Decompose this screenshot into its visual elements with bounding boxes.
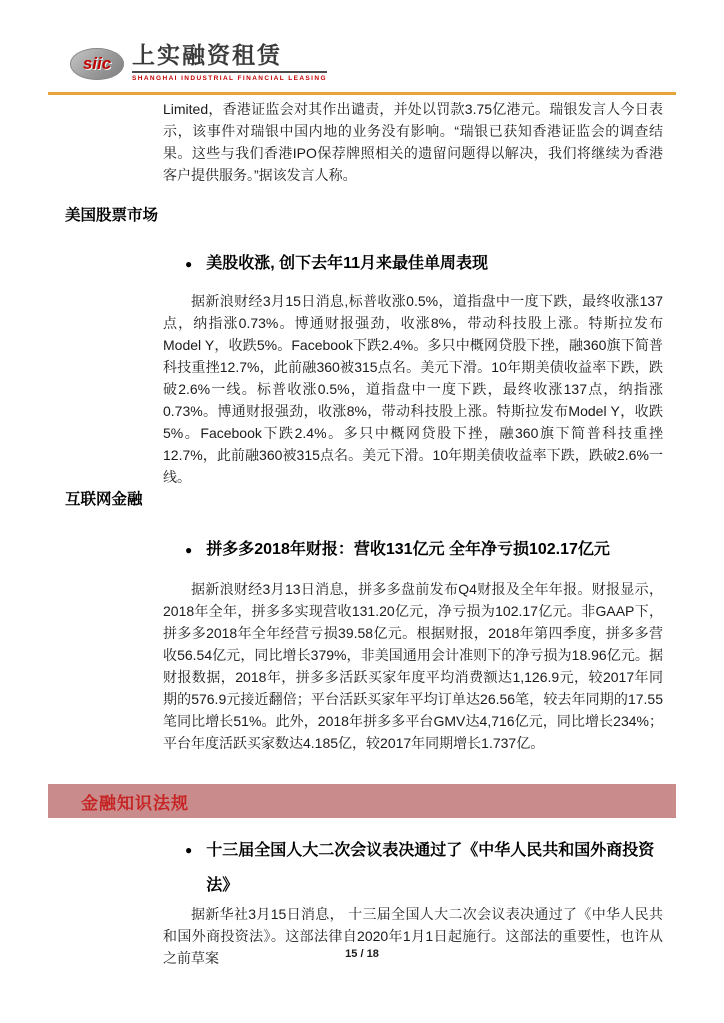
banner-label: 金融知识法规 — [81, 793, 189, 813]
header-rule — [48, 92, 676, 95]
intro-paragraph: Limited，香港证监会对其作出谴责，并处以罚款3.75亿港元。瑞银发言人今日表示，该事件对瑞银中国内地的业务没有影响。“瑞银已获知香港证监会的调查结果。这些与我们香港IPO保荐牌照相关的遗留问题得以解决，我们将继续为香港客户提供服务。”据该发言人称。 — [163, 101, 663, 183]
company-logo — [70, 42, 327, 82]
section-heading-internet-finance: 互联网金融 — [65, 491, 143, 508]
news-headline-us-stocks: 美股收涨, 创下去年11月来最佳单周表现 — [206, 255, 489, 272]
news-body-pinduoduo: 据新浪财经3月13日消息，拼多多盘前发布Q4财报及全年年报。财报显示，2018年全年，拼多多实现营收131.20亿元，净亏损为102.17亿元。非GAAP下，拼多多2018年全年经营亏损39.58亿元。根据财报，2018年第四季度，拼多多营收56.54亿元，同比增长379%，非美国通用会计准则下的净亏损为18.96亿元。据财报数据，2018年，拼多多活跃买家年度平均消费额达1,126.9元，较2017年同期的576.9元接近翻倍；平台活跃买家年平均订单达26.56笔，较去年同期的17.55笔同比增长51%。此外，2018年拼多多平台GMV达4,716亿元，同比增长234%；平台年度活跃买家数达4.185亿，较2017年同期增长1.737亿。 — [163, 581, 663, 751]
section-heading-us-stocks: 美国股票市场 — [65, 207, 159, 224]
news-headline-foreign-investment-law: 十三届全国人大二次会议表决通过了《中华人民共和国外商投资法》 — [206, 842, 655, 894]
news-body-foreign-investment-law: 据新华社3月15日消息， 十三届全国人大二次会议表决通过了《中华人民共和国外商投资法》。这部法律自2020年1月1日起施行。这部法的重要性，也许从之前草案 — [163, 906, 663, 966]
finance-law-banner — [48, 784, 676, 818]
bullet-icon: ● — [185, 543, 193, 557]
news-headline-row — [185, 833, 663, 903]
news-headline-row — [185, 539, 663, 561]
logo-siic-text: siic — [82, 54, 112, 73]
logo-company-name-cn: 上实融资租赁 — [132, 42, 327, 73]
news-headline-pinduoduo: 拼多多2018年财报：营收131亿元 全年净亏损102.17亿元 — [206, 541, 610, 558]
siic-globe-icon — [70, 48, 124, 80]
logo-text-block — [132, 42, 327, 82]
bullet-icon: ● — [185, 257, 193, 271]
logo-company-name-en: SHANGHAI INDUSTRIAL FINANCIAL LEASING — [132, 74, 327, 82]
news-headline-row — [185, 253, 663, 275]
news-body-us-stocks: 据新浪财经3月15日消息,标普收涨0.5%，道指盘中一度下跌，最终收涨137点，纳指涨0.73%。博通财报强劲，收涨8%，带动科技股上涨。特斯拉发布Model Y，收跌5%。Facebook下跌2.4%。多只中概网贷股下挫，融360旗下简普科技重挫12.7%，此前融360被315点名。美元下滑。10年期美债收益率下跌，跌破2.6%一线。标普收涨0.5%，道指盘中一度下跌，最终收涨137点，纳指涨0.73%。博通财报强劲，收涨8%，带动科技股上涨。特斯拉发布Model Y，收跌5%。Facebook下跌2.4%。多只中概网贷股下挫，融360旗下简普科技重挫12.7%，此前融360被315点名。美元下滑。10年期美债收益率下跌，跌破2.6%一线。 — [163, 293, 663, 485]
bullet-icon: ● — [185, 843, 193, 857]
page-number: 15 / 18 — [345, 948, 379, 960]
